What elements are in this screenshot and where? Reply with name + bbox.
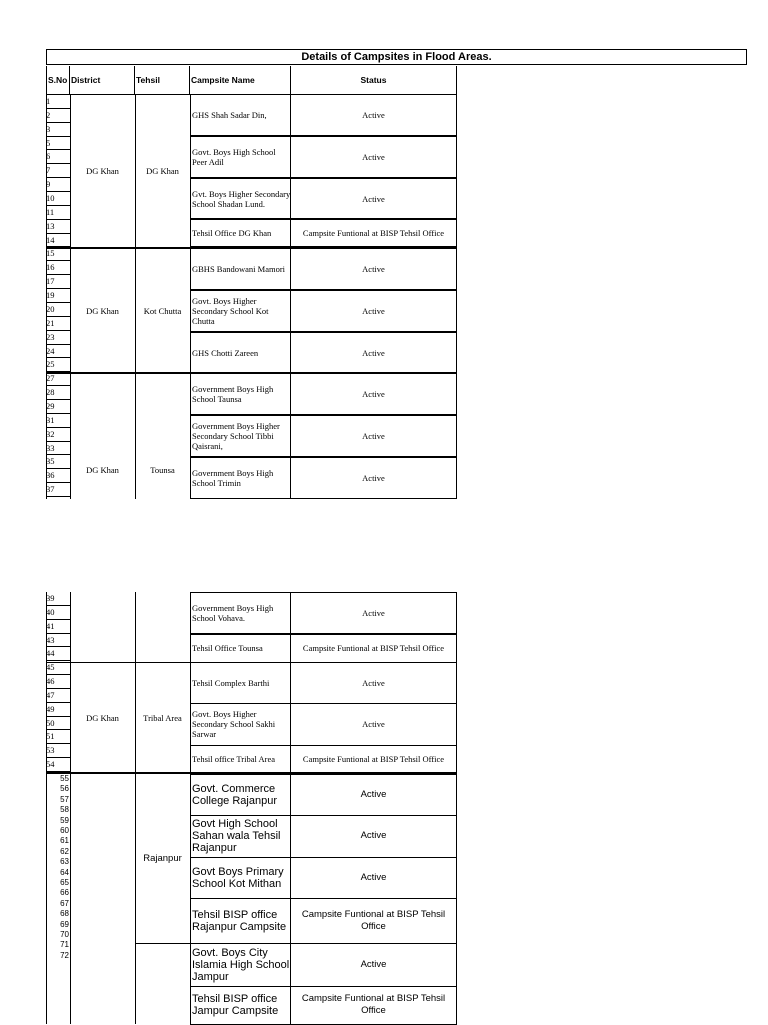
sno-cell: 41 — [46, 620, 70, 634]
campsite-status: Active — [362, 719, 385, 729]
sno-cell: 72 — [60, 950, 69, 960]
sno-cell: 19 — [46, 289, 70, 303]
district-cell: DG Khan — [86, 712, 119, 723]
sno-cell: 20 — [46, 303, 70, 317]
campsite-name: Govt. Boys Higher Secondary School Kot Chutta — [192, 296, 269, 326]
header-tehsil: Tehsil — [135, 66, 190, 95]
group-rule — [135, 943, 190, 944]
sno-cell: 49 — [46, 703, 70, 717]
header-status: Status — [291, 66, 457, 95]
header-campsite: Campsite Name — [190, 66, 291, 95]
sno-cell: 64 — [60, 867, 69, 877]
campsite-name: Government Boys Higher Secondary School Tibbi Qaisrani, — [192, 421, 280, 451]
sno-cell: 61 — [60, 836, 69, 846]
sno-cell: 23 — [46, 331, 70, 345]
sno-cell: 66 — [60, 888, 69, 898]
campsite-name: Tehsil BISP office Jampur Campsite — [192, 993, 279, 1017]
sno-cell: 2 — [46, 109, 70, 123]
header-sno: S.No — [46, 66, 70, 95]
sno-cell: 54 — [46, 758, 70, 772]
sno-cell: 40 — [46, 606, 70, 620]
campsite-name: Government Boys High School Taunsa — [192, 384, 274, 404]
campsite-status: Campsite Funtional at BISP Tehsil Office — [302, 642, 445, 653]
sno-cell: 58 — [60, 805, 69, 815]
sno-cell: 59 — [60, 815, 69, 825]
sno-cell: 51 — [46, 730, 70, 744]
sno-cell: 37 — [46, 483, 70, 497]
campsite-name: GHS Chotti Zareen — [192, 347, 259, 358]
sno-cell: 31 — [46, 414, 70, 428]
sno-cell: 65 — [60, 878, 69, 887]
district-cell: DG Khan — [86, 305, 119, 316]
sno-cell: 25 — [46, 358, 70, 372]
sno-cell: 3 — [46, 123, 70, 137]
sno-cell: 70 — [60, 930, 69, 939]
sno-cell: 60 — [60, 826, 69, 835]
sno-cell: 55 — [60, 774, 69, 783]
campsite-name: Govt. Commerce College Rajanpur — [192, 782, 277, 807]
campsite-status: Campsite Funtional at BISP Tehsil Office — [301, 993, 446, 1016]
campsite-status: Active — [362, 473, 385, 483]
campsite-status: Active — [362, 193, 385, 204]
campsite-status: Active — [360, 830, 387, 841]
sno-cell: 15 — [46, 247, 70, 261]
sno-cell: 5 — [46, 137, 70, 151]
campsite-name: GHS Shah Sadar Din, — [192, 110, 267, 120]
tehsil-cell: Tribal Area — [143, 712, 182, 723]
campsite-status: Active — [362, 347, 385, 358]
campsite-status: Campsite Funtional at BISP Tehsil Office — [301, 908, 446, 932]
sno-cell: 10 — [46, 192, 70, 206]
campsite-status: Active — [362, 110, 385, 120]
sno-cell: 6 — [46, 150, 70, 164]
sno-cell: 45 — [46, 661, 70, 675]
sno-cell: 33 — [46, 442, 70, 456]
campsite-name: Tehsil BISP office Rajanpur Campsite — [192, 908, 287, 933]
sno-cell: 47 — [46, 689, 70, 703]
sno-cell: 27 — [46, 372, 70, 386]
campsite-name: Tehsil Complex Barthi — [192, 677, 270, 688]
sno-cell: 62 — [60, 846, 69, 856]
sno-cell: 46 — [46, 675, 70, 689]
header-district: District — [70, 66, 135, 95]
campsite-status: Active — [360, 958, 387, 970]
sno-cell: 53 — [46, 744, 70, 758]
sno-cell: 57 — [60, 794, 69, 804]
tehsil-cell: DG Khan — [146, 166, 179, 176]
sno-cell: 14 — [46, 234, 70, 248]
district-cell: DG Khan — [86, 166, 119, 176]
sno-cell: 9 — [46, 178, 70, 192]
sno-cell: 43 — [46, 634, 70, 648]
sno-cell: 69 — [60, 919, 69, 929]
sno-cell: 39 — [46, 592, 70, 606]
district-cell: DG Khan — [86, 465, 119, 475]
sno-cell: 36 — [46, 469, 70, 483]
col-line — [70, 592, 71, 1024]
campsite-name: Tehsil Office DG Khan — [192, 228, 272, 238]
sno-cell: 67 — [60, 898, 69, 908]
campsite-name: Govt. Boys Higher Secondary School Sakhi Sarwar — [192, 709, 276, 739]
campsite-name: Government Boys High School Trimin — [192, 468, 274, 488]
campsite-name: Gvt. Boys Higher Secondary School Shadan Lund. — [192, 188, 291, 209]
campsite-status: Active — [362, 389, 385, 399]
campsite-status: Active — [360, 788, 387, 800]
campsite-name: Tehsil office Tribal Area — [192, 753, 276, 764]
campsite-status: Active — [362, 264, 385, 274]
campsite-name: Tehsil Office Tounsa — [192, 642, 263, 653]
campsite-name: Govt Boys Primary School Kot Mithan — [192, 865, 284, 890]
sno-cell: 13 — [46, 220, 70, 234]
sno-cell: 17 — [46, 275, 70, 289]
sno-cell: 44 — [46, 647, 70, 661]
sno-cell: 63 — [60, 857, 69, 867]
sno-cell: 29 — [46, 400, 70, 414]
campsite-status: Active — [362, 608, 385, 618]
table-title: Details of Campsites in Flood Areas. — [46, 49, 747, 65]
campsite-status: Active — [360, 871, 387, 883]
sno-cell: 56 — [60, 784, 69, 794]
campsite-name: GBHS Bandowani Mamori — [192, 264, 286, 274]
sno-cell: 7 — [46, 164, 70, 178]
campsite-status: Active — [362, 677, 385, 688]
sno-cell: 1 — [46, 95, 70, 109]
campsite-name: Govt High School Sahan wala Tehsil Rajanpur — [192, 818, 281, 854]
campsite-name: Govt. Boys City Islamia High School Jampur — [192, 946, 290, 983]
campsite-status: Campsite Funtional at BISP Tehsil Office — [302, 228, 445, 238]
tehsil-cell: Kot Chutta — [143, 305, 182, 316]
campsite-name: Govt. Boys High School Peer Adil — [192, 147, 276, 167]
campsite-status: Active — [362, 152, 385, 162]
sno-cell: 24 — [46, 345, 70, 359]
sno-cell: 16 — [46, 261, 70, 275]
sno-cell: 35 — [46, 455, 70, 469]
campsite-name: Government Boys High School Vohava. — [192, 603, 274, 623]
sno-cell: 71 — [60, 940, 69, 950]
sno-cell: 11 — [46, 206, 70, 220]
tehsil-cell: Rajanpur — [143, 852, 182, 864]
campsite-status: Campsite Funtional at BISP Tehsil Office — [302, 753, 445, 764]
tehsil-cell: Tounsa — [150, 465, 175, 475]
sno-cell: 32 — [46, 428, 70, 442]
campsite-status: Active — [362, 431, 385, 441]
sno-cell: 28 — [46, 386, 70, 400]
sno-cell: 21 — [46, 317, 70, 331]
sno-cell: 50 — [46, 717, 70, 731]
sno-cell: 68 — [60, 909, 69, 919]
campsite-status: Active — [362, 306, 385, 316]
